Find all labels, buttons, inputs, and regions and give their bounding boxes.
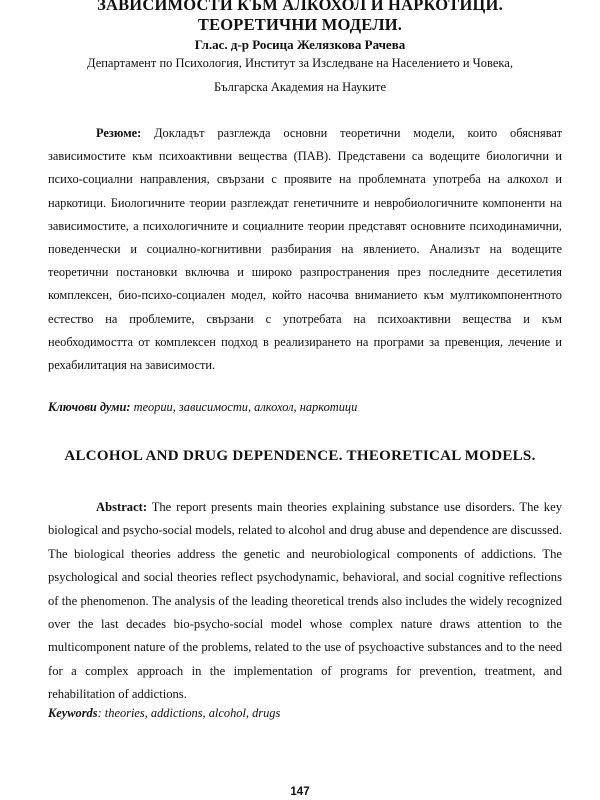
title-bg-line2: ТЕОРЕТИЧНИ МОДЕЛИ. — [197, 15, 403, 34]
keywords-bg — [48, 400, 357, 415]
keywords-bg-text: теории, зависимости, алкохол, наркотици — [130, 400, 358, 414]
page-number: 147 — [290, 786, 310, 798]
abstract-bg — [48, 122, 562, 377]
abstract-en-label: Abstract: — [96, 500, 148, 514]
affiliation-line2: Българска Академия на Науките — [213, 80, 387, 94]
abstract-bg-text: Докладът разглежда основни теоретични модели, които обясняват зависимостите към психоактивни вещества (ПАВ). Представени са водещите биологични и психо-социални направления, свързани с проявите на проблемната употреба на алкохол и наркотици. Биологичните теории разглеждат генетичните и невробиологичните компоненти на зависимостите, а психологичните и социалните теории представят основните психодинамични, поведенчески и социално-когнитивни разбирания на явлението. Анализът на водещите теоретични постановки включва и широко разпространения през последните десетилетия комплексен, био-психо-социален модел, който насочва вниманието към мултикомпонентното естество на проблемите, свързани с употребата на психоактивни вещества и към необходимостта от комплексен подход в реализирането на програми за превенция, лечение и рехабилитация на зависимости. — [48, 126, 562, 373]
keywords-en-label: Keywords — [48, 706, 98, 720]
keywords-en-text: : theories, addictions, alcohol, drugs — [97, 706, 281, 720]
abstract-en-text: The report presents main theories explaining substance use disorders. The key biological and psycho-social models, related to alcohol and drug abuse and dependence are discussed. The biological theories address the genetic and neurobiological components of addictions. The psychological and social theories reflect psychodynamic, behavioral, and social cognitive reflections of the phenomenon. The analysis of the leading theoretical trends also includes the widely recognized over the last decades bio-psycho-social model whose complex nature draws attention to the multicomponent nature of the problems, related to the use of psychoactive substances and to the need for a complex approach in the implementation of programs for prevention, treatment, and rehabilitation of addictions. — [48, 500, 562, 702]
author: Гл.ас. д-р Росица Желязкова Рачева — [194, 37, 406, 52]
title-en: ALCOHOL AND DRUG DEPENDENCE. THEORETICAL MODELS. — [64, 448, 536, 464]
abstract-en — [48, 496, 562, 707]
keywords-en — [48, 706, 280, 721]
abstract-bg-label: Резюме: — [96, 126, 142, 140]
title-bg-line1: ЗАВИСИМОСТИ КЪМ АЛКОХОЛ И НАРКОТИЦИ. — [97, 0, 503, 14]
affiliation-line1: Департамент по Психология, Институт за Изследване на Населението и Човека, — [87, 56, 513, 70]
keywords-bg-label: Ключови думи: — [48, 400, 131, 414]
